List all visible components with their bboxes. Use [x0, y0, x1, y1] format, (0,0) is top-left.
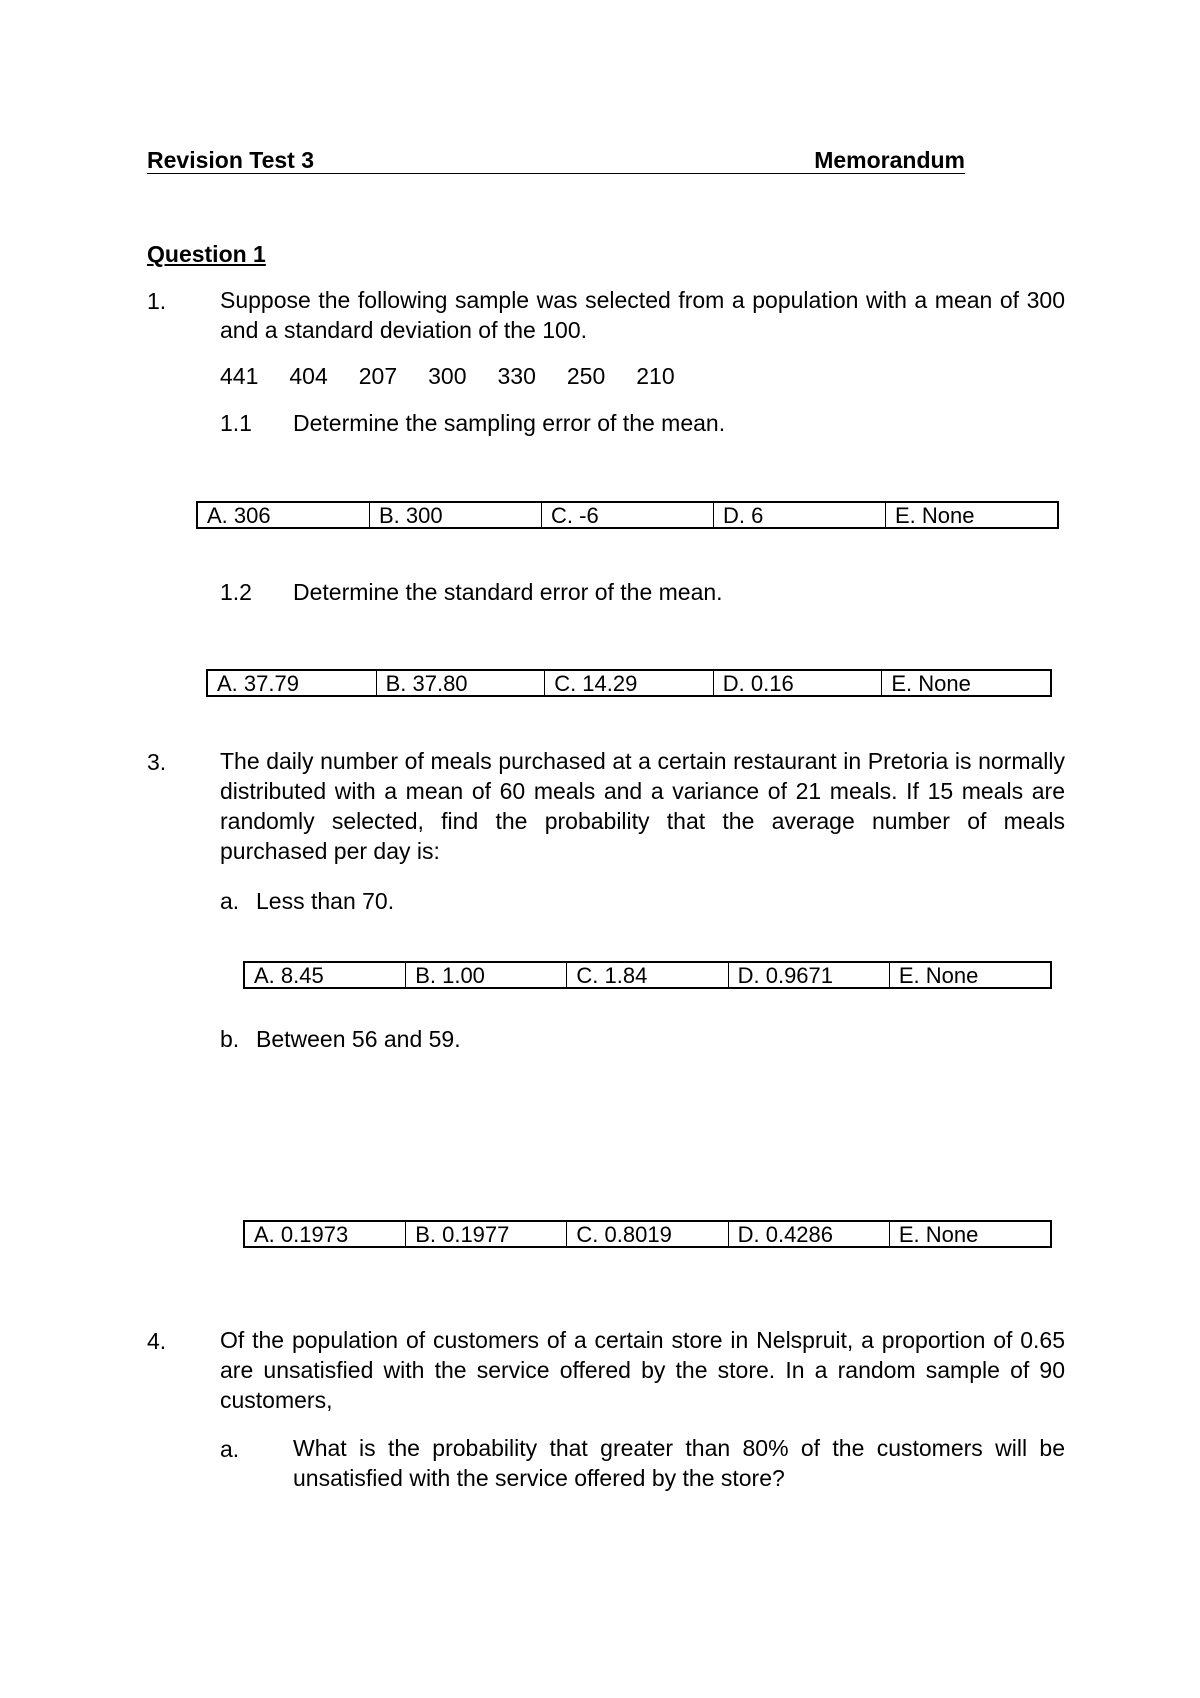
options-q1-2	[206, 669, 1052, 697]
option-b[interactable]: B. 0.1977	[406, 1222, 567, 1246]
option-d[interactable]: D. 6	[714, 503, 886, 527]
option-c[interactable]: C. -6	[542, 503, 714, 527]
question-heading: Question 1	[147, 241, 266, 267]
memorandum-label: Memorandum	[814, 147, 965, 173]
q3-a-label: a.	[220, 888, 240, 914]
option-e[interactable]: E. None	[898, 963, 979, 988]
sample-value: 404	[289, 363, 328, 389]
options-q1-1	[196, 501, 1059, 529]
sample-value: 207	[358, 363, 398, 389]
option-a[interactable]: A. 37.79	[208, 671, 377, 695]
option-a[interactable]: A. 8.45	[245, 963, 406, 987]
q3-number: 3.	[147, 749, 167, 775]
sample-value: 250	[566, 363, 606, 389]
test-title: Revision Test 3	[147, 147, 315, 173]
q1-2-number: 1.2	[220, 579, 252, 605]
option-b[interactable]: B. 1.00	[406, 963, 567, 987]
q1-number: 1.	[147, 288, 167, 314]
q1-text: Suppose the following sample was selected from a population with a mean of 300 and a standard deviation of the 100.	[220, 287, 1065, 343]
option-a[interactable]: A. 306	[198, 503, 370, 527]
sample-value: 300	[428, 363, 467, 389]
q3-a-text: Less than 70.	[256, 888, 395, 914]
option-e[interactable]: E. None	[898, 1222, 979, 1247]
option-d[interactable]: D. 0.9671	[729, 963, 890, 987]
q4-a-text: What is the probability that greater than 80% of the customers will be unsatisfied with the service offered by the store?	[293, 1435, 1065, 1491]
option-c[interactable]: C. 14.29	[545, 671, 714, 695]
q3-b-label: b.	[220, 1026, 240, 1052]
option-b[interactable]: B. 300	[370, 503, 542, 527]
q3-text: The daily number of meals purchased at a certain restaurant in Pretoria is normally distributed with a mean of 60 meals and a variance of 21 meals. If 15 meals are randomly selected, find the probability that the average number of meals purchased per day is:	[220, 748, 1065, 864]
option-c[interactable]: C. 1.84	[567, 963, 728, 987]
q3-b-text: Between 56 and 59.	[256, 1026, 461, 1052]
option-e[interactable]: E. None	[895, 503, 975, 528]
options-q3-a	[243, 961, 1052, 989]
option-d[interactable]: D. 0.4286	[729, 1222, 890, 1246]
q1-1-text: Determine the sampling error of the mean.	[293, 410, 726, 436]
q1-1-number: 1.1	[220, 410, 252, 436]
q1-2-text: Determine the standard error of the mean.	[293, 579, 723, 605]
option-c[interactable]: C. 0.8019	[567, 1222, 728, 1246]
document-header	[147, 147, 965, 174]
q4-number: 4.	[147, 1328, 167, 1354]
option-b[interactable]: B. 37.80	[377, 671, 546, 695]
sample-value: 210	[636, 363, 675, 389]
sample-value: 441	[220, 363, 259, 389]
option-d[interactable]: D. 0.16	[714, 671, 883, 695]
option-a[interactable]: A. 0.1973	[245, 1222, 406, 1246]
sample-value: 330	[497, 363, 536, 389]
q4-text: Of the population of customers of a certain store in Nelspruit, a proportion of 0.65 are unsatisfied with the service offered by the store. In a random sample of 90 customers,	[220, 1327, 1065, 1413]
q4-a-label: a.	[220, 1436, 240, 1462]
option-e[interactable]: E. None	[891, 671, 971, 696]
sample-values	[220, 363, 706, 390]
options-q3-b	[243, 1220, 1052, 1248]
